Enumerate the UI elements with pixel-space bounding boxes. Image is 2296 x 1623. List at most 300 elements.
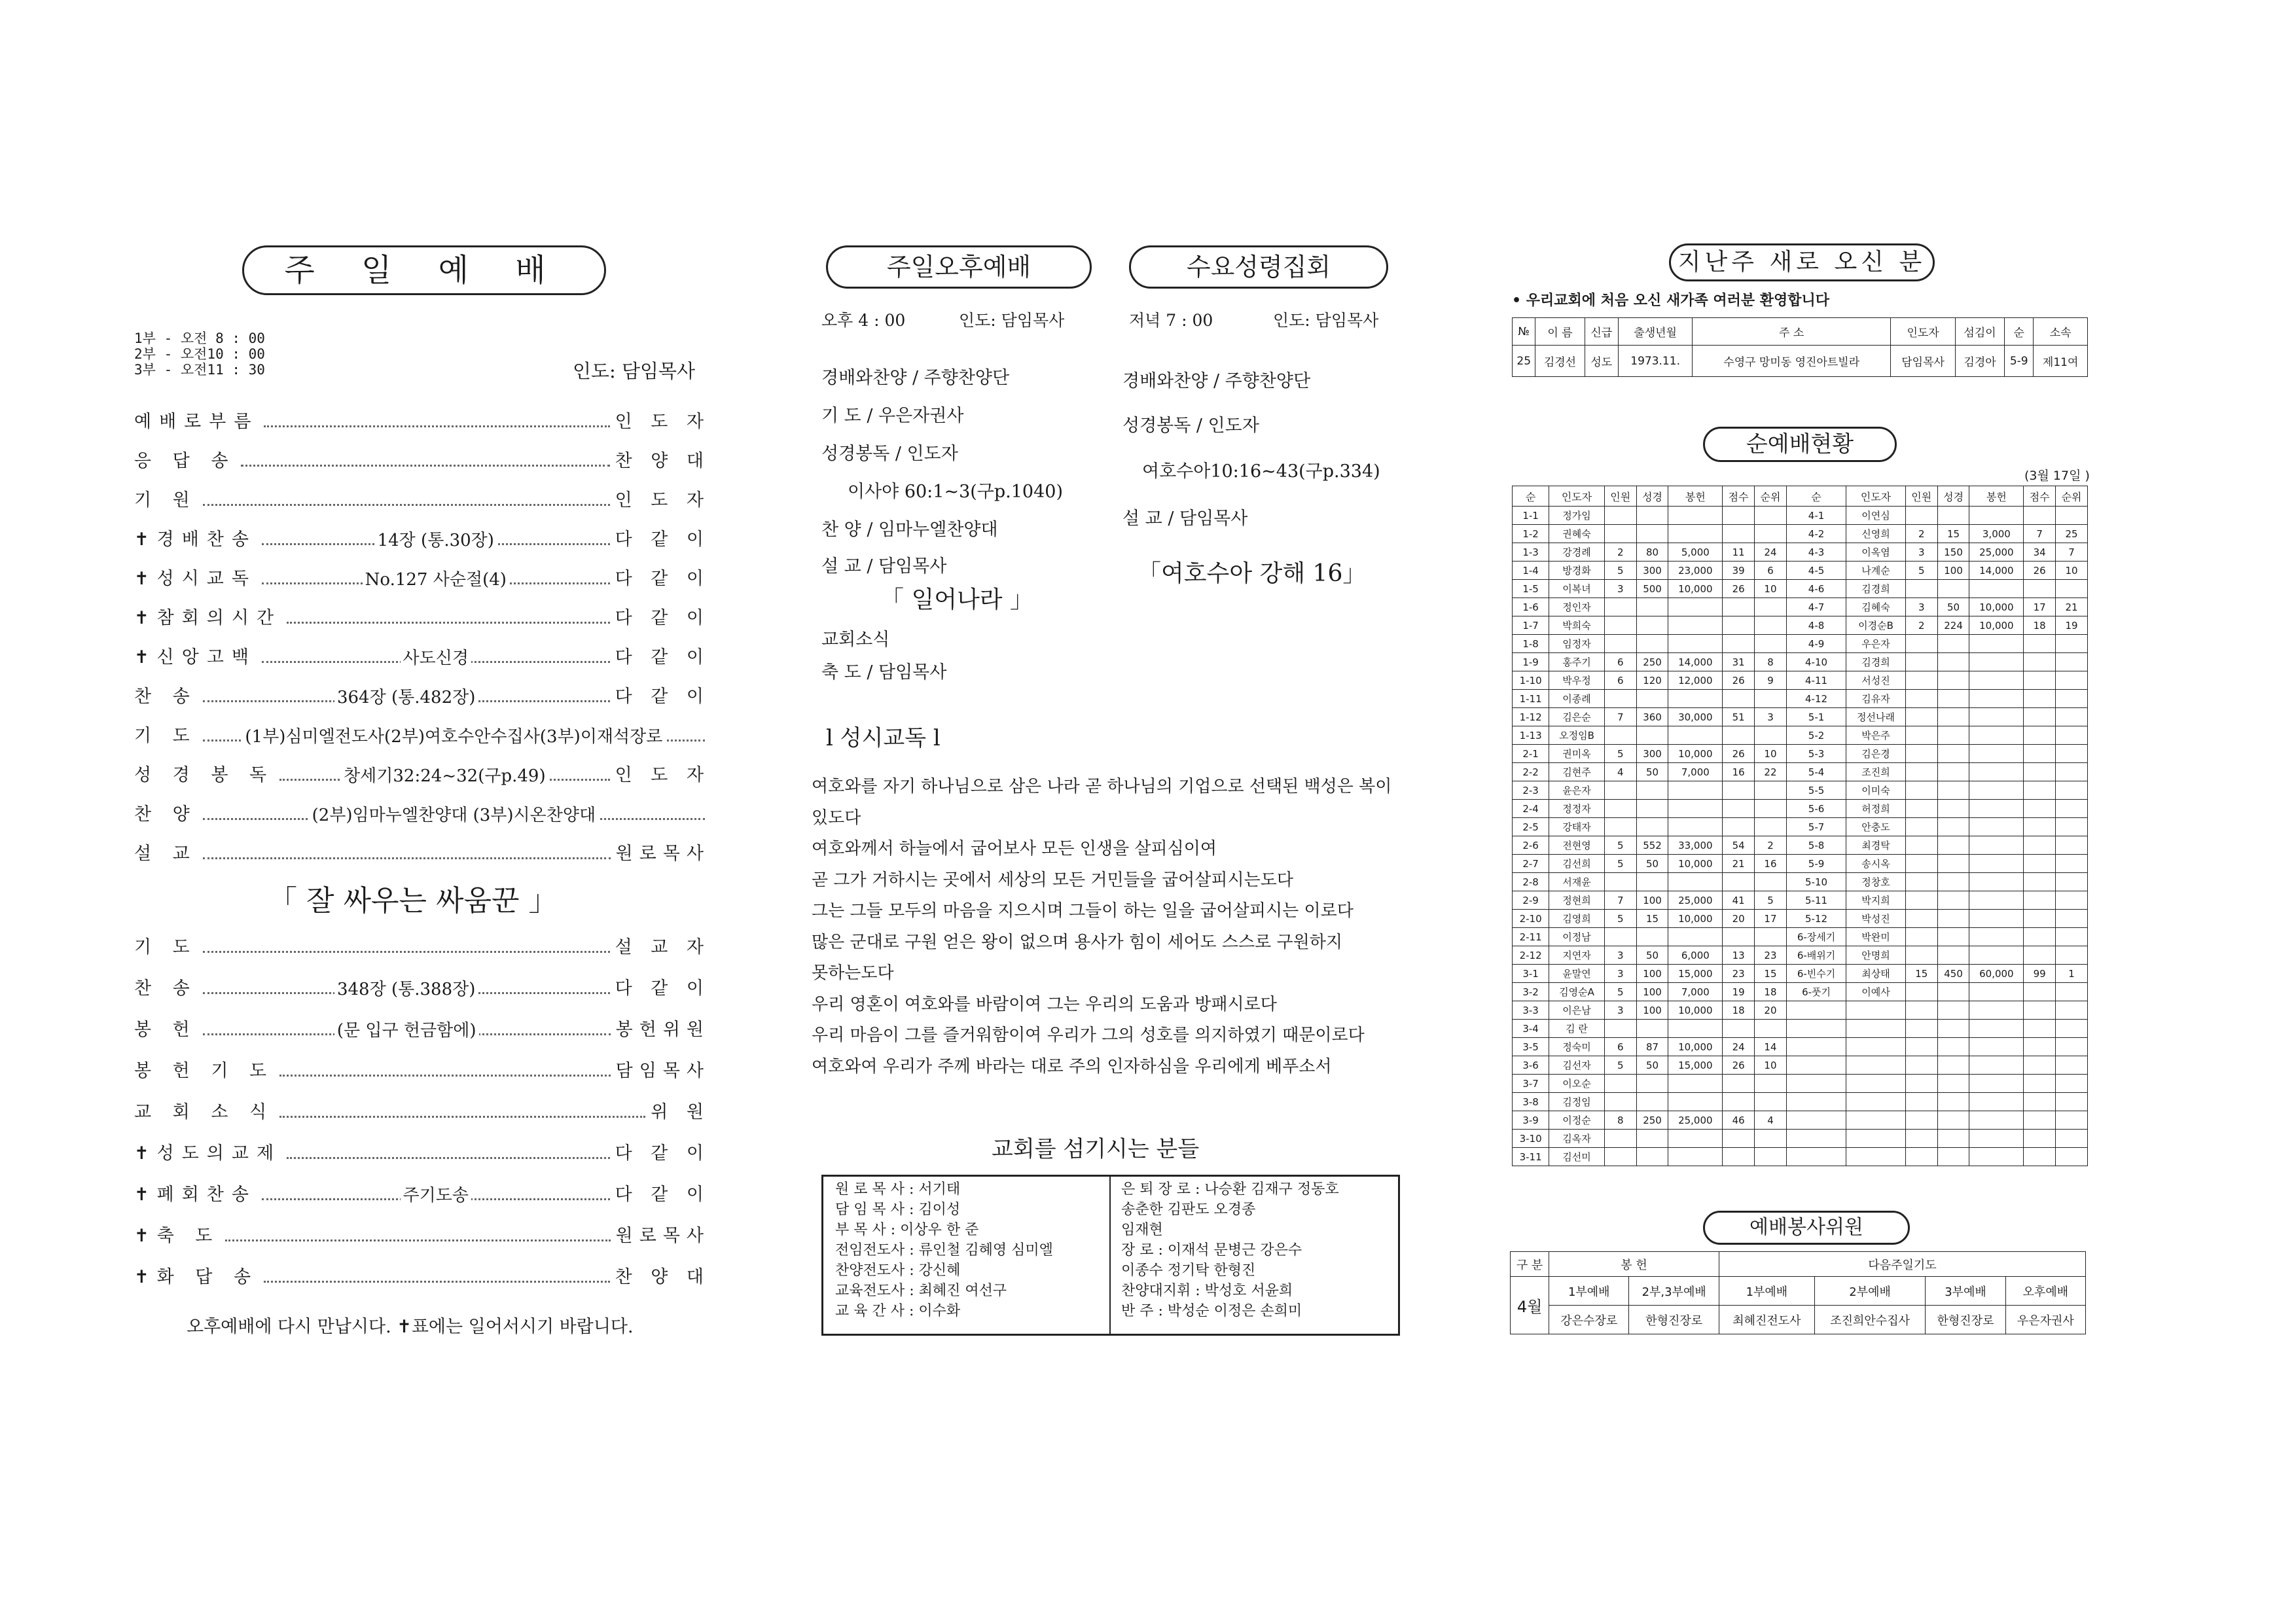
order-leader-dots xyxy=(203,806,705,825)
attendance-cell xyxy=(2024,507,2056,525)
table-row xyxy=(1513,745,2088,763)
attendance-cell xyxy=(2056,635,2088,653)
order-item xyxy=(134,525,710,550)
attendance-cell: 6 xyxy=(1604,671,1636,690)
attendance-cell: 이은남 xyxy=(1549,1001,1605,1020)
attendance-cell: 3-8 xyxy=(1513,1093,1549,1111)
attendance-cell xyxy=(1723,1020,1755,1038)
order-item xyxy=(134,446,710,472)
order-leader-dots xyxy=(262,531,610,550)
order-item xyxy=(134,721,710,747)
attendance-cell: 정선나래 xyxy=(1846,708,1906,726)
attendance-cell: 6,000 xyxy=(1668,946,1723,965)
attendance-cell xyxy=(1668,1020,1723,1038)
order-middle-wrap xyxy=(262,645,610,669)
attendance-cell xyxy=(1937,690,1969,708)
attendance-cell xyxy=(1636,598,1668,616)
attendance-cell xyxy=(1755,1148,1787,1166)
attendance-cell: 홍주기 xyxy=(1549,653,1605,671)
attendance-cell xyxy=(1604,781,1636,800)
attendance-cell: 10,000 xyxy=(1668,745,1723,763)
attendance-cell xyxy=(2024,653,2056,671)
attendance-cell: 10,000 xyxy=(1668,910,1723,928)
order-item xyxy=(134,643,710,668)
table-row xyxy=(1513,928,2088,946)
attendance-cell: 26 xyxy=(1723,580,1755,598)
attendance-cell: 33,000 xyxy=(1668,836,1723,855)
attendance-cell xyxy=(1604,1020,1636,1038)
order-item xyxy=(134,800,710,825)
table-row xyxy=(1513,965,2088,983)
attendance-cell xyxy=(1937,726,1969,745)
attendance-cell: 18 xyxy=(2024,616,2056,635)
attendance-cell xyxy=(1846,1111,1906,1130)
attendance-cell xyxy=(2024,1130,2056,1148)
staff-title: 교회를 섬기시는 분들 xyxy=(992,1136,1200,1162)
attendance-cell: 12,000 xyxy=(1668,671,1723,690)
attendance-cell: 최경탁 xyxy=(1846,836,1906,855)
service-time: 2부 - 오전10 : 00 xyxy=(134,346,265,362)
order-label: 찬 송 xyxy=(134,978,198,999)
attendance-cell: 김혜숙 xyxy=(1846,598,1906,616)
attendance-cell xyxy=(1937,781,1969,800)
order-item xyxy=(134,486,710,511)
attendance-cell: 이오순 xyxy=(1549,1075,1605,1093)
attendance-cell: 8 xyxy=(1604,1111,1636,1130)
order-item xyxy=(134,1221,710,1247)
attendance-cell xyxy=(2056,690,2088,708)
attendance-cell: 4-3 xyxy=(1786,543,1846,562)
attendance-cell xyxy=(1723,598,1755,616)
attendance-cell xyxy=(1604,1093,1636,1111)
attendance-cell xyxy=(1969,507,2024,525)
attendance-cell: 이복녀 xyxy=(1549,580,1605,598)
order-middle-wrap xyxy=(203,976,610,1000)
newvisitor-cell: 수영구 망미동 영진아트빌라 xyxy=(1693,346,1891,377)
attendance-cell xyxy=(1604,525,1636,543)
service-subheader: 오후예배 xyxy=(2005,1277,2085,1306)
attendance-cell xyxy=(1905,671,1937,690)
attendance-cell xyxy=(1846,1056,1906,1075)
attendance-cell xyxy=(1846,1075,1906,1093)
attendance-cell: 5-12 xyxy=(1786,910,1846,928)
attendance-cell: 3-4 xyxy=(1513,1020,1549,1038)
attendance-cell xyxy=(1969,910,2024,928)
attendance-cell xyxy=(1636,1075,1668,1093)
table-row xyxy=(1513,1130,2088,1148)
attendance-cell: 서재윤 xyxy=(1549,873,1605,891)
wednesday-leader: 인도: 담임목사 xyxy=(1273,311,1379,330)
table-row xyxy=(1513,763,2088,781)
attendance-cell: 6-빈수기 xyxy=(1786,965,1846,983)
attendance-cell: 23,000 xyxy=(1668,562,1723,580)
attendance-cell xyxy=(1723,1075,1755,1093)
attendance-cell xyxy=(1755,800,1787,818)
sunday-sermon-title: 「 잘 싸우는 싸움꾼 」 xyxy=(268,884,558,918)
attendance-cell xyxy=(1937,1130,1969,1148)
attendance-cell: 1-4 xyxy=(1513,562,1549,580)
attendance-cell xyxy=(2024,836,2056,855)
attendance-header: 인도자 xyxy=(1549,486,1605,507)
attendance-cell xyxy=(2056,580,2088,598)
order-label: 봉 헌 기 도 xyxy=(134,1061,275,1081)
attendance-cell: 3 xyxy=(1755,708,1787,726)
order-right: 다 같 이 xyxy=(615,608,710,628)
attendance-cell xyxy=(1723,818,1755,836)
service-time: 3부 - 오전11 : 30 xyxy=(134,362,265,378)
attendance-cell: 이예사 xyxy=(1846,983,1906,1001)
order-right: 찬 양 대 xyxy=(615,1267,710,1287)
attendance-cell: 5 xyxy=(1604,983,1636,1001)
attendance-cell: 25,000 xyxy=(1668,1111,1723,1130)
sunday-footer: 오후예배에 다시 만납시다. ✝표에는 일어서시기 바랍니다. xyxy=(187,1317,634,1337)
attendance-cell xyxy=(1755,507,1787,525)
order-leader-dots xyxy=(264,425,609,427)
attendance-cell: 4-1 xyxy=(1786,507,1846,525)
order-leader-dots xyxy=(203,1021,611,1041)
attendance-cell: 23 xyxy=(1755,946,1787,965)
attendance-cell: 3 xyxy=(1604,965,1636,983)
service-subheader: 1부예배 xyxy=(1719,1277,1814,1306)
attendance-cell xyxy=(1604,598,1636,616)
attendance-cell xyxy=(2056,910,2088,928)
order-item xyxy=(134,1139,710,1164)
attendance-cell xyxy=(1786,1093,1846,1111)
service-subheader: 3부예배 xyxy=(1926,1277,2005,1306)
order-label: 기 도 xyxy=(134,726,198,746)
attendance-cell xyxy=(2056,891,2088,910)
order-middle-wrap xyxy=(262,566,610,590)
reading-line: 있도다 xyxy=(812,808,861,828)
attendance-cell xyxy=(1846,1130,1906,1148)
attendance-cell: 26 xyxy=(1723,671,1755,690)
attendance-cell xyxy=(2056,745,2088,763)
attendance-cell xyxy=(1723,781,1755,800)
attendance-cell xyxy=(1846,1020,1906,1038)
order-right: 인 도 자 xyxy=(615,490,710,510)
order-item xyxy=(134,760,710,786)
wednesday-time: 저녁 7 : 00 xyxy=(1129,311,1213,330)
order-right: 다 같 이 xyxy=(615,1185,710,1205)
attendance-cell: 7 xyxy=(1604,708,1636,726)
attendance-cell: 우은자 xyxy=(1846,635,1906,653)
table-row xyxy=(1513,1075,2088,1093)
attendance-cell: 1-7 xyxy=(1513,616,1549,635)
attendance-cell xyxy=(1755,1075,1787,1093)
service-value: 강은수장로 xyxy=(1549,1306,1629,1334)
attendance-cell xyxy=(1723,635,1755,653)
attendance-cell: 4-12 xyxy=(1786,690,1846,708)
attendance-cell xyxy=(2056,1001,2088,1020)
attendance-cell xyxy=(1604,928,1636,946)
attendance-cell xyxy=(1604,635,1636,653)
order-middle: No.127 사순절(4) xyxy=(363,570,509,590)
attendance-cell xyxy=(2056,983,2088,1001)
attendance-cell xyxy=(1937,818,1969,836)
service-value: 최혜진전도사 xyxy=(1719,1306,1814,1334)
newvisitor-header: 순 xyxy=(2005,318,2034,346)
sunday-leader: 인도: 담임목사 xyxy=(573,360,696,382)
afternoon-sermon-title: 「 일어나라 」 xyxy=(880,586,1033,613)
attendance-cell xyxy=(1905,1038,1937,1056)
table-row xyxy=(1513,891,2088,910)
sunday-title: 주 일 예 배 xyxy=(242,245,606,295)
attendance-cell xyxy=(1969,653,2024,671)
attendance-cell xyxy=(1723,928,1755,946)
attendance-cell: 18 xyxy=(1755,983,1787,1001)
service-header-row xyxy=(1511,1252,2086,1277)
attendance-cell xyxy=(1969,580,2024,598)
attendance-cell: 1-9 xyxy=(1513,653,1549,671)
attendance-cell xyxy=(1969,671,2024,690)
order-middle-wrap xyxy=(279,762,610,787)
reading-line: 그는 그들 모두의 마음을 지으시며 그들이 하는 일을 굽어살피시는 이로다 xyxy=(812,901,1354,921)
attendance-cell xyxy=(1905,983,1937,1001)
attendance-cell: 3,000 xyxy=(1969,525,2024,543)
newvisitor-header: 신급 xyxy=(1585,318,1619,346)
attendance-cell: 2 xyxy=(1905,616,1937,635)
attendance-cell xyxy=(2056,1093,2088,1111)
attendance-cell xyxy=(1755,616,1787,635)
afternoon-line: 기 도 / 우은자권사 xyxy=(821,406,964,426)
attendance-cell xyxy=(1937,1075,1969,1093)
attendance-cell: 안충도 xyxy=(1846,818,1906,836)
attendance-cell xyxy=(1937,1001,1969,1020)
attendance-cell: 이미숙 xyxy=(1846,781,1906,800)
order-leader-dots xyxy=(225,1240,610,1241)
attendance-cell xyxy=(1969,1130,2024,1148)
attendance-cell xyxy=(1969,1056,2024,1075)
attendance-cell xyxy=(1905,580,1937,598)
attendance-cell xyxy=(1937,507,1969,525)
attendance-cell xyxy=(1969,873,2024,891)
order-middle: (문 입구 헌금함에) xyxy=(334,1021,479,1041)
attendance-cell: 이옥염 xyxy=(1846,543,1906,562)
attendance-cell xyxy=(1937,1056,1969,1075)
attendance-header: 인도자 xyxy=(1846,486,1906,507)
attendance-cell: 31 xyxy=(1723,653,1755,671)
newvisitor-header: 이 름 xyxy=(1535,318,1585,346)
order-leader-dots xyxy=(241,465,609,467)
newvisitor-cell: 성도 xyxy=(1585,346,1619,377)
attendance-cell: 50 xyxy=(1636,855,1668,873)
attendance-cell xyxy=(1969,1093,2024,1111)
attendance-cell: 19 xyxy=(2056,616,2088,635)
attendance-cell: 1 xyxy=(2056,965,2088,983)
attendance-cell: 3-7 xyxy=(1513,1075,1549,1093)
attendance-cell: 6-장세기 xyxy=(1786,928,1846,946)
wednesday-sermon-title: 「여호수아 강해 16」 xyxy=(1138,560,1367,587)
attendance-cell: 권미옥 xyxy=(1549,745,1605,763)
attendance-cell xyxy=(1755,690,1787,708)
order-label: 교 회 소 식 xyxy=(134,1102,275,1122)
attendance-cell xyxy=(2024,983,2056,1001)
attendance-cell: 8 xyxy=(1755,653,1787,671)
attendance-cell xyxy=(1969,1148,2024,1166)
attendance-cell xyxy=(1668,635,1723,653)
attendance-cell xyxy=(1786,1075,1846,1093)
order-label: ✝경배찬송 xyxy=(134,529,257,550)
attendance-cell xyxy=(2056,653,2088,671)
attendance-cell xyxy=(1723,800,1755,818)
attendance-cell: 박완미 xyxy=(1846,928,1906,946)
table-row xyxy=(1513,1020,2088,1038)
attendance-cell xyxy=(2024,1001,2056,1020)
afternoon-time: 오후 4 : 00 xyxy=(821,311,906,330)
attendance-cell xyxy=(1937,946,1969,965)
attendance-cell xyxy=(2024,1093,2056,1111)
attendance-cell xyxy=(1937,653,1969,671)
attendance-cell: 46 xyxy=(1723,1111,1755,1130)
attendance-cell xyxy=(2024,580,2056,598)
order-right: 다 같 이 xyxy=(615,529,710,550)
attendance-header: 봉헌 xyxy=(1969,486,2024,507)
attendance-cell xyxy=(2056,818,2088,836)
attendance-header: 점수 xyxy=(1723,486,1755,507)
order-right: 봉헌위원 xyxy=(615,1020,710,1040)
attendance-cell: 김유자 xyxy=(1846,690,1906,708)
attendance-cell xyxy=(1937,800,1969,818)
attendance-cell: 99 xyxy=(2024,965,2056,983)
attendance-cell: 5-10 xyxy=(1786,873,1846,891)
attendance-cell xyxy=(1755,781,1787,800)
attendance-cell: 2-4 xyxy=(1513,800,1549,818)
staff-left xyxy=(835,1179,1053,1321)
attendance-cell: 1-10 xyxy=(1513,671,1549,690)
attendance-cell: 박지희 xyxy=(1846,891,1906,910)
attendance-cell xyxy=(1604,507,1636,525)
attendance-cell: 120 xyxy=(1636,671,1668,690)
service-subheader: 1부예배 xyxy=(1549,1277,1629,1306)
attendance-cell: 이정남 xyxy=(1549,928,1605,946)
attendance-cell: 4-5 xyxy=(1786,562,1846,580)
attendance-cell xyxy=(1969,946,2024,965)
attendance-cell xyxy=(1969,928,2024,946)
attendance-cell xyxy=(1905,635,1937,653)
attendance-cell xyxy=(1786,1111,1846,1130)
order-item xyxy=(134,603,710,629)
attendance-header: 순 xyxy=(1786,486,1846,507)
attendance-cell xyxy=(2056,1056,2088,1075)
attendance-cell: 이정순 xyxy=(1549,1111,1605,1130)
order-item xyxy=(134,407,710,433)
staff-line: 임재현 xyxy=(1121,1222,1163,1238)
attendance-cell: 15 xyxy=(1755,965,1787,983)
table-row xyxy=(1513,525,2088,543)
attendance-cell: 권혜숙 xyxy=(1549,525,1605,543)
attendance-cell: 7 xyxy=(2056,543,2088,562)
table-row xyxy=(1513,1038,2088,1056)
attendance-cell xyxy=(1668,598,1723,616)
newvisitor-note: • 우리교회에 처음 오신 새가족 여러분 환영합니다 xyxy=(1512,293,1830,309)
attendance-cell: 송시옥 xyxy=(1846,855,1906,873)
attendance-cell xyxy=(1937,836,1969,855)
order-item xyxy=(134,933,710,958)
attendance-cell xyxy=(1723,1148,1755,1166)
table-row xyxy=(1513,616,2088,635)
attendance-cell xyxy=(1905,800,1937,818)
attendance-cell: 5 xyxy=(1604,836,1636,855)
attendance-cell xyxy=(1755,1093,1787,1111)
table-row xyxy=(1513,635,2088,653)
attendance-cell: 최상태 xyxy=(1846,965,1906,983)
attendance-cell: 10,000 xyxy=(1969,616,2024,635)
attendance-cell xyxy=(1636,616,1668,635)
attendance-cell: 6-배위기 xyxy=(1786,946,1846,965)
attendance-table xyxy=(1512,486,2088,1166)
staff-line: 은 퇴 장 로 : 나승환 김재구 정동호 xyxy=(1121,1181,1339,1198)
attendance-cell xyxy=(1937,1148,1969,1166)
attendance-cell: 3 xyxy=(1604,1001,1636,1020)
attendance-cell: 100 xyxy=(1636,983,1668,1001)
attendance-cell: 1-13 xyxy=(1513,726,1549,745)
attendance-cell xyxy=(1846,1001,1906,1020)
service-title: 예배봉사위원 xyxy=(1703,1211,1910,1245)
attendance-cell xyxy=(1668,690,1723,708)
attendance-cell: 450 xyxy=(1937,965,1969,983)
attendance-cell xyxy=(2056,946,2088,965)
attendance-cell xyxy=(1636,818,1668,836)
table-row xyxy=(1513,1148,2088,1166)
attendance-cell xyxy=(1755,598,1787,616)
attendance-cell: 24 xyxy=(1755,543,1787,562)
attendance-cell: 5-1 xyxy=(1786,708,1846,726)
attendance-cell xyxy=(1937,1111,1969,1130)
attendance-cell xyxy=(2024,1111,2056,1130)
attendance-cell: 21 xyxy=(1723,855,1755,873)
attendance-cell: 15,000 xyxy=(1668,965,1723,983)
attendance-cell: 7 xyxy=(1604,891,1636,910)
attendance-cell: 10 xyxy=(1755,745,1787,763)
order-leader-dots xyxy=(262,1186,610,1205)
order-right: 찬 양 대 xyxy=(615,451,710,471)
attendance-cell xyxy=(1668,873,1723,891)
attendance-header: 순위 xyxy=(1755,486,1787,507)
attendance-cell xyxy=(1668,507,1723,525)
order-label: ✝화 답 송 xyxy=(134,1267,259,1287)
attendance-cell xyxy=(1636,928,1668,946)
attendance-cell: 임정자 xyxy=(1549,635,1605,653)
attendance-cell xyxy=(1755,1130,1787,1148)
attendance-cell: 2-1 xyxy=(1513,745,1549,763)
wednesday-line: 성경봉독 / 인도자 xyxy=(1122,416,1259,436)
newvisitor-header: № xyxy=(1513,318,1535,346)
attendance-cell xyxy=(1755,1020,1787,1038)
order-middle-wrap xyxy=(262,1182,610,1206)
service-subheader-row xyxy=(1511,1277,2086,1306)
attendance-cell: 15 xyxy=(1636,910,1668,928)
attendance-cell xyxy=(1604,1148,1636,1166)
service-time: 1부 - 오전 8 : 00 xyxy=(134,330,265,346)
order-leader-dots xyxy=(262,649,610,668)
order-leader-dots xyxy=(203,951,610,953)
order-right: 인 도 자 xyxy=(615,412,710,432)
attendance-cell: 3 xyxy=(1905,543,1937,562)
attendance-cell: 김영순A xyxy=(1549,983,1605,1001)
order-right: 원로목사 xyxy=(615,844,710,864)
wednesday-line: 경배와찬양 / 주향찬양단 xyxy=(1122,371,1311,391)
attendance-cell: 15,000 xyxy=(1668,1056,1723,1075)
attendance-cell: 25,000 xyxy=(1668,891,1723,910)
newvisitor-title: 지난주 새로 오신 분 xyxy=(1669,243,1935,281)
attendance-cell: 552 xyxy=(1636,836,1668,855)
order-label: 응 답 송 xyxy=(134,451,236,471)
attendance-cell: 10 xyxy=(1755,1056,1787,1075)
order-right: 다 같 이 xyxy=(615,647,710,668)
staff-box xyxy=(821,1175,1400,1336)
attendance-cell: 나계순 xyxy=(1846,562,1906,580)
attendance-cell: 3-9 xyxy=(1513,1111,1549,1130)
